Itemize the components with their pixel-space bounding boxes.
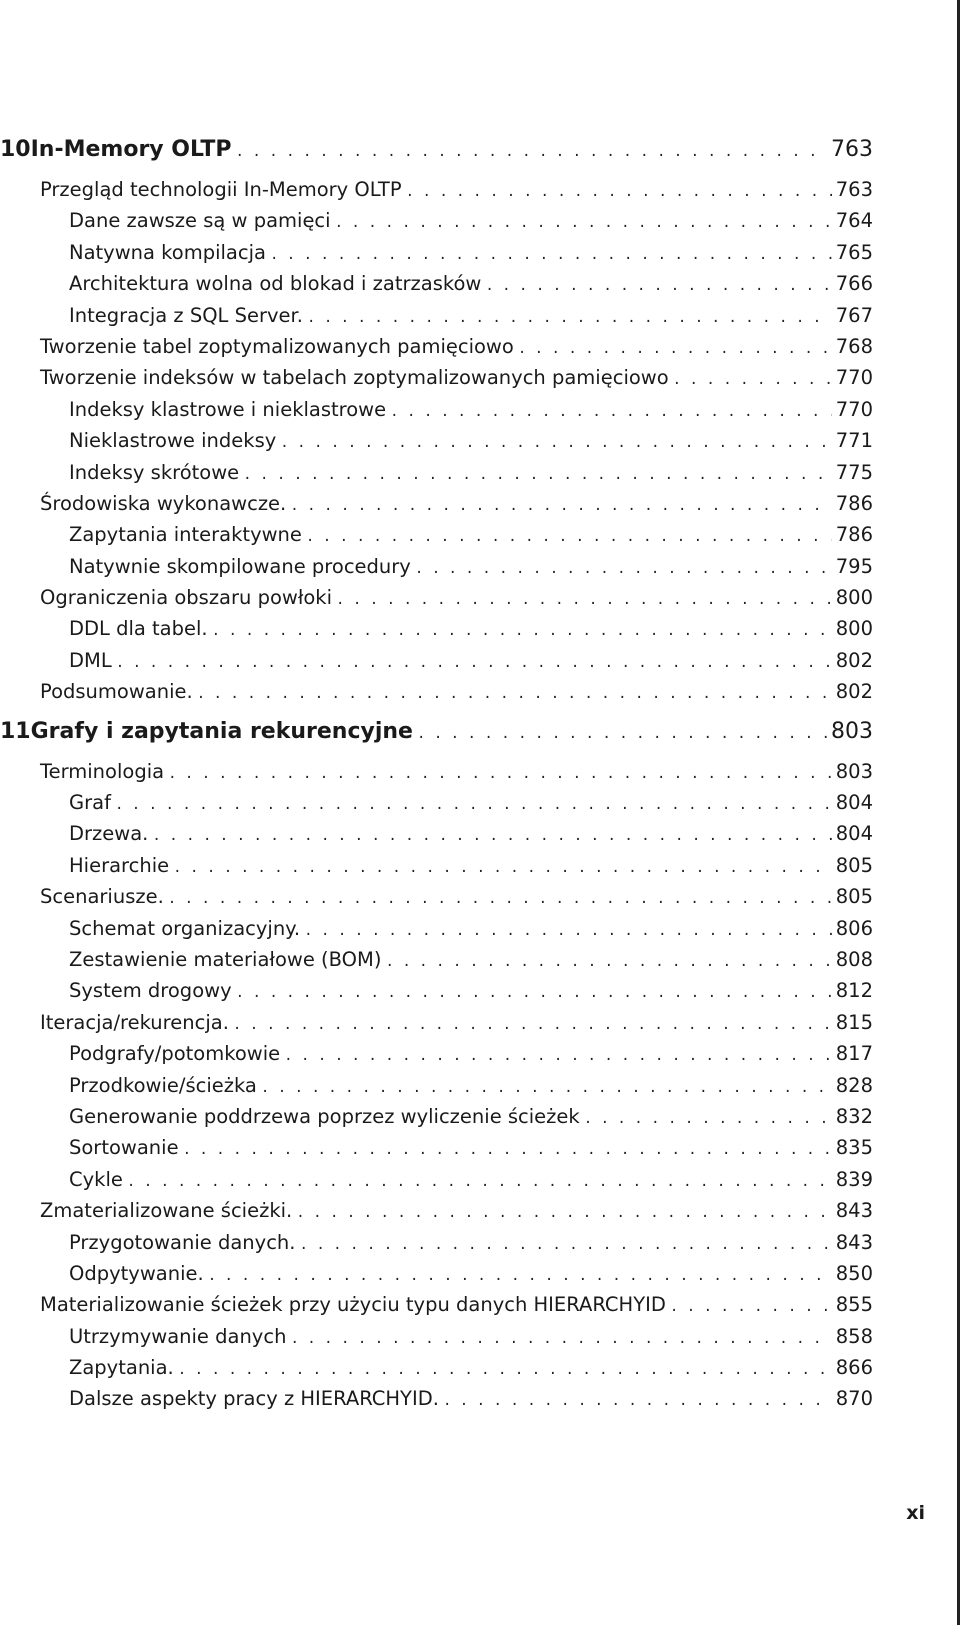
dot-leader: [212, 616, 832, 647]
entry-page-number: 795: [835, 554, 873, 578]
toc-subsection-row[interactable]: [0, 1383, 873, 1414]
toc-subsection-row[interactable]: [0, 300, 873, 331]
entry-page-number: 805: [835, 885, 873, 909]
entry-title: Generowanie poddrzewa poprzez wyliczenie ścieżek: [69, 1104, 580, 1128]
dot-leader: [173, 853, 832, 884]
dot-leader: [208, 1261, 832, 1292]
dot-leader: [485, 271, 831, 302]
entry-page-number: 828: [835, 1073, 873, 1097]
dot-leader: [415, 554, 832, 585]
toc-subsection-row[interactable]: [0, 1038, 873, 1069]
toc-section-row[interactable]: [0, 488, 873, 519]
dot-leader: [116, 648, 832, 679]
toc-subsection-row[interactable]: [0, 975, 873, 1006]
entry-title: Dane zawsze są w pamięci: [69, 209, 331, 233]
entry-title: Materializowanie ścieżek przy użyciu typu danych HIERARCHYID: [40, 1293, 666, 1317]
dot-leader: [336, 585, 832, 616]
dot-leader: [299, 1230, 831, 1261]
dot-leader: [115, 790, 832, 821]
entry-title: Zestawienie materiałowe (BOM): [69, 947, 382, 971]
toc-subsection-row[interactable]: [0, 457, 873, 488]
dot-leader: [284, 1041, 832, 1072]
entry-page-number: 766: [835, 272, 873, 296]
toc-section-row[interactable]: [0, 1007, 873, 1038]
toc-subsection-row[interactable]: [0, 613, 873, 644]
page-number: xi: [906, 1502, 925, 1524]
chapter-title: In-Memory OLTP: [30, 137, 232, 162]
toc-subsection-row[interactable]: [0, 519, 873, 550]
entry-title: Podgrafy/potomkowie: [69, 1042, 281, 1066]
entry-title: Architektura wolna od blokad i zatrzasków: [69, 272, 482, 296]
entry-page-number: 802: [835, 680, 873, 704]
toc-subsection-row[interactable]: [0, 1258, 873, 1289]
entry-page-number: 835: [835, 1136, 873, 1160]
toc-subsection-row[interactable]: [0, 1070, 873, 1101]
toc-subsection-row[interactable]: [0, 268, 873, 299]
dot-leader: [270, 240, 832, 271]
entry-page-number: 775: [835, 460, 873, 484]
toc-subsection-row[interactable]: [0, 237, 873, 268]
entry-title: Dalsze aspekty pracy z HIERARCHYID.: [69, 1387, 439, 1411]
entry-page-number: 806: [835, 916, 873, 940]
entry-title: Hierarchie: [69, 853, 170, 877]
toc-chapter-row[interactable]: [0, 708, 873, 756]
entry-title: Cykle: [69, 1167, 123, 1191]
toc-section-row[interactable]: [0, 881, 873, 912]
entry-title: System drogowy: [69, 979, 232, 1003]
toc-subsection-row[interactable]: [0, 645, 873, 676]
toc-subsection-row[interactable]: [0, 1321, 873, 1352]
toc-section-row[interactable]: [0, 676, 873, 707]
entry-page-number: 817: [835, 1042, 873, 1066]
entry-title: Tworzenie indeksów w tabelach zoptymalizowanych pamięciowo: [40, 366, 669, 390]
dot-leader: [518, 334, 832, 365]
toc-subsection-row[interactable]: [0, 1164, 873, 1195]
dot-leader: [233, 1010, 832, 1041]
entry-title: Ograniczenia obszaru powłoki: [40, 586, 333, 610]
dot-leader: [307, 303, 832, 334]
entry-page-number: 763: [835, 178, 873, 201]
entry-page-number: 803: [835, 759, 873, 783]
entry-page-number: 850: [835, 1261, 873, 1285]
entry-title: Sortowanie: [69, 1136, 179, 1160]
dot-leader: [443, 1386, 832, 1417]
dot-leader: [183, 1135, 832, 1166]
entry-page-number: 786: [835, 523, 873, 547]
toc-section-row[interactable]: [0, 582, 873, 613]
dot-leader: [670, 1292, 832, 1323]
entry-title: Natywna kompilacja: [69, 240, 266, 264]
entry-title: Schemat organizacyjny.: [69, 916, 301, 940]
entry-title: DDL dla tabel.: [69, 617, 208, 641]
toc-subsection-row[interactable]: [0, 818, 873, 849]
toc-subsection-row[interactable]: [0, 1227, 873, 1258]
dot-leader: [584, 1104, 832, 1135]
chapter-page-number: 763: [831, 137, 873, 162]
dot-leader: [152, 821, 831, 852]
dot-leader: [390, 397, 832, 428]
toc-subsection-row[interactable]: [0, 394, 873, 425]
entry-page-number: 858: [835, 1324, 873, 1348]
dot-leader: [236, 978, 832, 1009]
dot-leader: [385, 947, 831, 978]
entry-title: Odpytywanie.: [69, 1261, 204, 1285]
entry-page-number: 812: [835, 979, 873, 1003]
entry-page-number: 800: [835, 586, 873, 610]
entry-title: Iteracja/rekurencja.: [40, 1010, 229, 1034]
entry-title: Zmaterializowane ścieżki.: [40, 1199, 293, 1223]
entry-page-number: 843: [835, 1230, 873, 1254]
entry-page-number: 839: [835, 1167, 873, 1191]
dot-leader: [168, 759, 832, 790]
toc-section-row[interactable]: [0, 756, 873, 787]
table-of-contents: [0, 126, 873, 1415]
entry-title: Środowiska wykonawcze.: [40, 491, 287, 515]
toc-subsection-row[interactable]: [0, 1352, 873, 1383]
dot-leader: [178, 1355, 832, 1386]
dot-leader: [406, 177, 832, 208]
toc-section-row[interactable]: [0, 174, 873, 205]
dot-leader: [290, 1324, 831, 1355]
entry-title: Graf: [69, 791, 111, 815]
chapter-number: 10: [0, 137, 31, 162]
entry-title: DML: [69, 648, 112, 672]
toc-chapter-row[interactable]: [0, 126, 873, 174]
toc-section-row[interactable]: [0, 331, 873, 362]
entry-page-number: 786: [835, 491, 873, 515]
entry-title: Terminologia: [40, 759, 165, 783]
entry-page-number: 804: [835, 822, 873, 846]
entry-page-number: 815: [835, 1010, 873, 1034]
toc-subsection-row[interactable]: [0, 425, 873, 456]
toc-subsection-row[interactable]: [0, 850, 873, 881]
entry-title: Zapytania interaktywne: [69, 523, 302, 547]
toc-subsection-row[interactable]: [0, 787, 873, 818]
dot-leader: [417, 710, 827, 758]
chapter-page-number: 803: [831, 718, 873, 744]
entry-page-number: 770: [835, 397, 873, 421]
entry-title: Utrzymywanie danych: [69, 1324, 287, 1348]
entry-page-number: 805: [835, 853, 873, 877]
entry-title: Nieklastrowe indeksy: [69, 429, 277, 453]
entry-page-number: 764: [835, 209, 873, 233]
dot-leader: [243, 460, 832, 491]
entry-page-number: 770: [835, 366, 873, 390]
dot-leader: [127, 1167, 832, 1198]
entry-title: Tworzenie tabel zoptymalizowanych pamięciowo: [40, 334, 514, 358]
dot-leader: [673, 365, 832, 396]
entry-title: Przegląd technologii In-Memory OLTP: [40, 178, 402, 201]
entry-page-number: 870: [835, 1387, 873, 1411]
entry-page-number: 765: [835, 240, 873, 264]
chapter-number: 11: [0, 718, 31, 744]
entry-title: Podsumowanie.: [40, 680, 193, 704]
chapter-title: Grafy i zapytania rekurencyjne: [30, 718, 413, 744]
dot-leader: [304, 916, 832, 947]
dot-leader: [236, 128, 827, 176]
entry-page-number: 802: [835, 648, 873, 672]
entry-page-number: 843: [835, 1199, 873, 1223]
dot-leader: [335, 208, 832, 239]
toc-section-row[interactable]: [0, 1195, 873, 1226]
entry-title: Scenariusze.: [40, 885, 164, 909]
entry-title: Indeksy skrótowe: [69, 460, 240, 484]
toc-subsection-row[interactable]: [0, 551, 873, 582]
toc-subsection-row[interactable]: [0, 205, 873, 236]
entry-page-number: 808: [835, 947, 873, 971]
entry-page-number: 767: [835, 303, 873, 327]
dot-leader: [197, 679, 832, 710]
toc-subsection-row[interactable]: [0, 1101, 873, 1132]
entry-title: Integracja z SQL Server.: [69, 303, 303, 327]
toc-section-row[interactable]: [0, 362, 873, 393]
entry-page-number: 771: [835, 429, 873, 453]
entry-page-number: 804: [835, 791, 873, 815]
toc-subsection-row[interactable]: [0, 944, 873, 975]
dot-leader: [280, 428, 831, 459]
entry-title: Przodkowie/ścieżka: [69, 1073, 257, 1097]
entry-page-number: 866: [835, 1356, 873, 1380]
toc-subsection-row[interactable]: [0, 1132, 873, 1163]
entry-page-number: 800: [835, 617, 873, 641]
entry-title: Zapytania.: [69, 1356, 174, 1380]
entry-page-number: 855: [835, 1293, 873, 1317]
toc-section-row[interactable]: [0, 1289, 873, 1320]
entry-title: Przygotowanie danych.: [69, 1230, 296, 1254]
dot-leader: [261, 1073, 832, 1104]
entry-title: Natywnie skompilowane procedury: [69, 554, 411, 578]
entry-page-number: 768: [835, 334, 873, 358]
entry-title: Indeksy klastrowe i nieklastrowe: [69, 397, 387, 421]
entry-page-number: 832: [835, 1104, 873, 1128]
dot-leader: [168, 884, 832, 915]
entry-title: Drzewa.: [69, 822, 149, 846]
dot-leader: [290, 491, 832, 522]
dot-leader: [306, 522, 832, 553]
dot-leader: [296, 1198, 832, 1229]
toc-subsection-row[interactable]: [0, 913, 873, 944]
